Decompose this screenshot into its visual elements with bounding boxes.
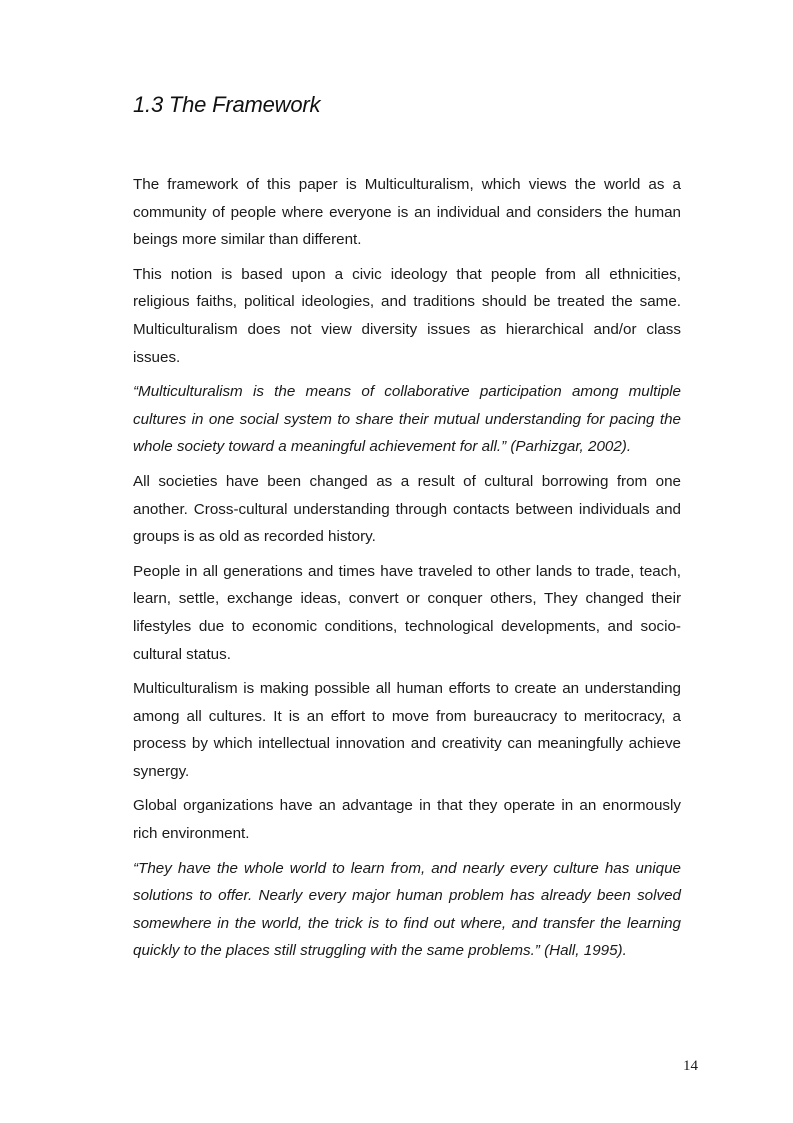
paragraph-framework-intro: The framework of this paper is Multiculturalism, which views the world as a community of people where everyone is an individual and considers the human beings more similar than different. [133,176,681,249]
paragraph-meritocracy: Multiculturalism is making possible all human efforts to create an understanding among all cultures. It is an effort to move from bureaucracy to meritocracy, a process by which intellectual innovation and creativity can meaningfully achieve synergy. [133,680,681,780]
paragraph-global-organizations: Global organizations have an advantage in that they operate in an enormously rich environment. [133,797,681,843]
body-text [133,171,681,972]
paragraph-cultural-borrowing: All societies have been changed as a result of cultural borrowing from one another. Cross-cultural understanding through contacts between individuals and groups is as old as recorded history. [133,472,681,546]
quote-hall: “They have the whole world to learn from, and nearly every culture has unique solutions to offer. Nearly every major human problem has already been solved somewhere in the world, the trick is to find out where, and transfer the learning quickly to the places still struggling with the same problems.” (Hall, 1995). [133,859,681,960]
paragraph-generations-travel: People in all generations and times have traveled to other lands to trade, teach, learn, settle, exchange ideas, convert or conquer others, They changed their lifestyles due to economic conditions, technological developments, and socio-cultural status. [133,562,681,663]
quote-parhizgar: “Multiculturalism is the means of collaborative participation among multiple cultures in one social system to share their mutual understanding for pacing the whole society toward a meaningful achievement for all.” (Parhizgar, 2002). [133,383,681,456]
page-number: 14 [683,1058,698,1074]
section-heading: 1.3 The Framework [133,92,321,117]
paragraph-civic-ideology: This notion is based upon a civic ideology that people from all ethnicities, religious faiths, political ideologies, and traditions should be treated the same. Multiculturalism does not view diversity issues as hierarchical and/or class issues. [133,265,681,366]
